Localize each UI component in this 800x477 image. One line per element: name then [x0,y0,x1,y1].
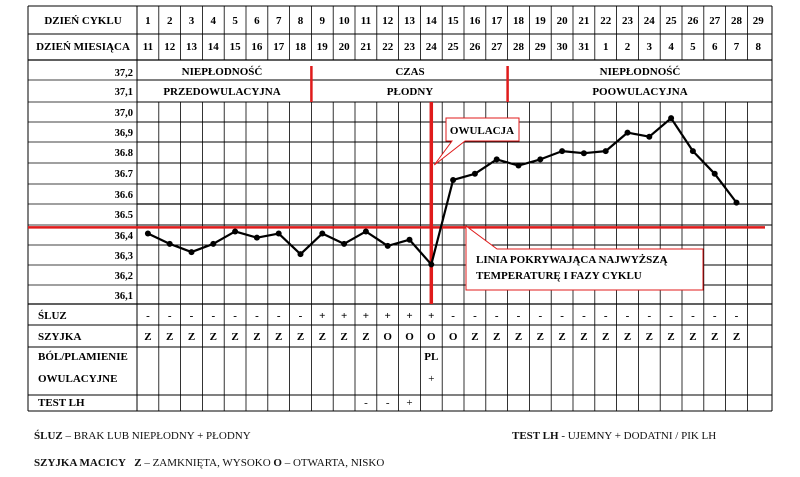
legend-mucus [34,430,251,442]
cervix-cell: Z [166,331,174,343]
month-day-cell: 31 [578,41,590,53]
cervix-cell: Z [340,331,348,343]
mucus-cell: + [406,310,413,322]
cycle-day-cell: 27 [709,15,721,27]
cycle-day-cell: 24 [643,15,655,27]
mucus-cell: - [538,310,543,322]
legend-mucus-key: ŚLUZ [34,430,63,442]
month-day-cell: 23 [404,41,415,53]
temperature-point [625,130,631,136]
cervix-cell: O [427,331,436,343]
cervix-cell: Z [253,331,261,343]
y-tick-label: 36.8 [114,148,133,159]
cervix-cell: Z [732,331,741,343]
cycle-day-cell: 18 [513,15,524,27]
temperature-point [537,156,543,162]
month-day-cell: 26 [469,41,481,53]
cycle-day-cell: 7 [275,15,282,27]
legend-cervix-o: O [273,457,282,469]
mucus-cell: - [146,310,150,322]
temperature-point [428,261,434,267]
cycle-day-cell: 1 [145,15,151,27]
cycle-day-cell: 26 [687,15,699,27]
cycle-day-cell: 17 [491,15,503,27]
mucus-cell: - [625,310,630,322]
legend [34,430,794,475]
phase-3-title: NIEPŁODNOŚĆ [599,66,681,78]
cervix-cell: Z [689,331,697,343]
legend-lh-text: - UJEMNY + DODATNI / PIK LH [558,430,717,442]
temperature-point [167,241,173,247]
cervix-cell: Z [558,331,566,343]
cervix-cell: Z [275,331,283,343]
temperature-point [712,171,718,177]
y-tick-label: 37,1 [114,87,133,98]
month-day-cell: 21 [360,41,372,53]
month-day-cell: 13 [186,41,197,53]
temperature-point [603,148,609,154]
pain-cell: + [428,373,435,385]
mucus-cell: - [647,310,652,322]
lh-cell: + [406,397,413,409]
cervix-cell: Z [493,331,501,343]
temperature-point [385,243,391,249]
legend-cervix-z: Z [134,457,142,469]
cervix-cell: Z [514,331,523,343]
temperature-point [363,228,369,234]
month-day-cell: 6 [711,41,718,53]
mucus-cell: + [362,310,370,322]
cervix-cell: Z [536,331,544,343]
cervix-cell: Z [580,331,588,343]
temperature-point [559,148,565,154]
mucus-cell: - [473,310,477,322]
temperature-point [734,200,740,206]
cervix-cell: Z [231,331,239,343]
cervix-cell: Z [602,331,610,343]
cycle-day-cell: 16 [469,15,481,27]
y-tick-label: 36,3 [114,251,133,262]
mucus-cell: - [189,310,194,322]
mucus-cell: - [603,310,608,322]
mucus-cell: - [233,310,237,322]
cycle-day-cell: 8 [297,15,304,27]
temperature-point [668,115,674,121]
temperature-point [472,171,478,177]
cycle-day-cell: 21 [578,15,590,27]
month-day-cell: 27 [491,41,503,53]
mucus-cell: - [516,310,521,322]
month-day-cell: 2 [624,41,631,53]
cycle-day-cell: 12 [382,15,394,27]
cycle-day-cell: 9 [319,15,326,27]
temperature-point [450,177,456,183]
temperature-point [690,148,696,154]
cycle-day-cell: 4 [210,15,217,27]
cervix-cell: O [383,331,392,343]
cervix-cell: Z [362,331,370,343]
month-day-cell: 11 [142,41,154,53]
y-tick-label: 36.5 [114,210,133,221]
legend-lh-key: TEST LH [512,430,559,442]
month-day-cell: 17 [273,41,285,53]
mucus-cell: - [451,310,455,322]
temperature-point [341,241,347,247]
cycle-day-cell: 10 [338,15,350,27]
month-day-cell: 28 [513,41,524,53]
temperature-point [646,134,652,140]
month-day-cell: 14 [207,41,219,53]
month-day-cell: 25 [447,41,459,53]
cycle-day-cell: 11 [360,15,372,27]
cycle-day-cell: 15 [447,15,459,27]
temperature-point [232,228,238,234]
ovulation-label: OWULACJA [449,125,515,137]
mucus-cell: - [734,310,739,322]
cycle-day-cell: 28 [731,15,742,27]
temperature-point [210,241,216,247]
coverline-label-1: LINIA POKRYWAJĄCA NAJWYŻSZĄ [476,254,668,266]
mucus-cell: + [384,310,391,322]
mucus-cell: - [298,310,303,322]
pain-cell: PL [424,351,439,363]
month-day-cell: 5 [690,41,696,53]
cervix-cell: Z [471,331,479,343]
month-day-cell: 16 [251,41,263,53]
cervix-cell: Z [144,331,152,343]
cycle-day-cell: 25 [665,15,677,27]
mucus-cell: - [211,310,216,322]
y-tick-label: 36,2 [114,271,133,282]
legend-lh [512,430,716,442]
month-day-cell: 1 [602,41,609,53]
legend-cervix [34,457,384,469]
month-day-cell: 8 [755,41,762,53]
y-tick-label: 36.7 [114,169,133,180]
cycle-day-cell: 29 [752,15,764,27]
temperature-point [254,235,260,241]
coverline-label-2: TEMPERATURĘ I FAZY CYKLU [476,270,642,282]
mucus-cell: - [560,310,564,322]
mucus-cell: - [276,310,281,322]
month-day-cell: 4 [668,41,674,53]
legend-mucus-text: – BRAK LUB NIEPŁODNY + PŁODNY [62,430,251,442]
temperature-point [319,231,325,237]
cycle-day-cell: 13 [404,15,415,27]
month-day-cell: 30 [556,41,568,53]
month-day-cell: 15 [229,41,241,53]
phase-2-title: CZAS [395,66,425,78]
temperature-point [516,163,522,169]
month-day-cell: 18 [295,41,306,53]
cervix-cell: Z [187,331,196,343]
month-day-cell: 29 [534,41,546,53]
mucus-cell: - [669,310,673,322]
mucus-cell: - [712,310,717,322]
temperature-point [407,237,413,243]
month-day-cell: 3 [646,41,653,53]
temperature-point [145,231,151,237]
cervix-cell: Z [209,331,217,343]
cycle-day-cell: 23 [622,15,633,27]
mucus-cell: - [582,310,586,322]
cycle-day-label: DZIEŃ CYKLU [44,15,122,27]
y-tick-label: 37,0 [114,108,133,119]
legend-cervix-z-text: – ZAMKNIĘTA, WYSOKO [141,457,274,469]
cycle-day-cell: 6 [254,15,260,27]
lh-label: TEST LH [38,397,85,409]
phase-1-title: NIEPŁODNOŚĆ [181,66,263,78]
cervix-label: SZYJKA [38,331,82,343]
cervix-cell: Z [667,331,675,343]
month-day-cell: 20 [338,41,350,53]
cervix-cell: Z [711,331,719,343]
legend-cervix-key: SZYJKA MACICY [34,457,126,469]
mucus-cell: + [428,310,435,322]
phase-1-subtitle: PRZEDOWULACYJNA [163,86,281,98]
phase-2-subtitle: PŁODNY [386,86,434,98]
cervix-cell: Z [296,331,305,343]
lh-cell: - [385,397,390,409]
month-day-cell: 7 [733,41,740,53]
temperature-point [494,156,500,162]
mucus-label: ŚLUZ [38,310,67,322]
mucus-cell: - [691,310,695,322]
temperature-point [276,231,282,237]
cervix-cell: Z [318,331,326,343]
y-tick-label: 37,2 [114,68,133,79]
mucus-cell: + [319,310,326,322]
month-day-cell: 19 [316,41,328,53]
cervix-cell: Z [623,331,632,343]
month-day-label: DZIEŃ MIESIĄCA [36,41,130,53]
pain-label-2: OWULACYJNE [38,373,118,385]
mucus-cell: - [255,310,259,322]
temperature-point [581,150,587,156]
cervix-cell: Z [645,331,653,343]
cervix-cell: O [448,331,458,343]
cycle-day-cell: 14 [425,15,437,27]
cycle-day-cell: 20 [556,15,568,27]
legend-cervix-o-text: – OTWARTA, NISKO [281,457,385,469]
cycle-day-cell: 22 [600,15,612,27]
month-day-cell: 24 [425,41,437,53]
cycle-day-cell: 2 [166,15,173,27]
cycle-day-cell: 3 [188,15,195,27]
lh-cell: - [364,397,368,409]
mucus-cell: - [167,310,172,322]
y-tick-label: 36,9 [114,128,133,139]
month-day-cell: 12 [164,41,176,53]
mucus-cell: - [494,310,499,322]
mucus-cell: + [340,310,348,322]
cycle-day-cell: 19 [534,15,546,27]
month-day-cell: 22 [382,41,394,53]
phase-3-subtitle: POOWULACYJNA [592,86,688,98]
y-tick-label: 36,1 [114,291,133,302]
pain-label-1: BÓL/PLAMIENIE [38,351,128,363]
temperature-point [189,249,195,255]
cervix-cell: O [405,331,414,343]
cycle-day-cell: 5 [232,15,238,27]
y-tick-label: 36.6 [114,190,133,201]
y-tick-label: 36,4 [114,231,133,242]
temperature-point [298,251,304,257]
